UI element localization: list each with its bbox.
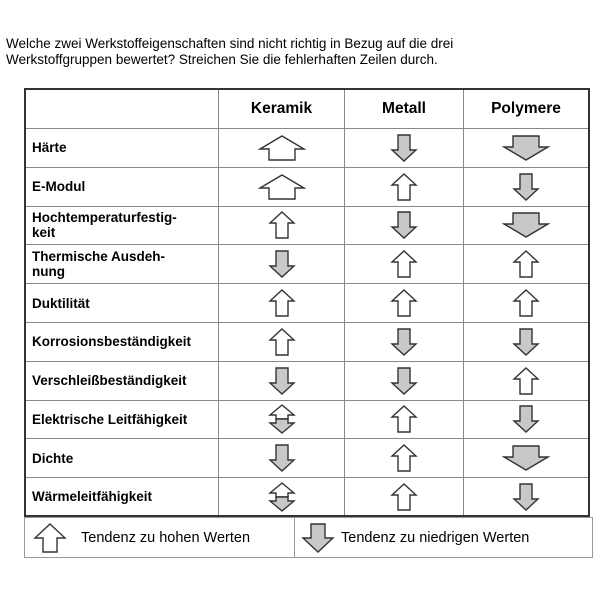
arrow-down-icon bbox=[390, 372, 418, 389]
row-label-line-1: Dichte bbox=[32, 450, 74, 466]
arrow-up-icon bbox=[268, 294, 296, 311]
header-metall: Metall bbox=[345, 89, 464, 129]
cell-metall bbox=[345, 284, 464, 323]
table-row bbox=[25, 478, 589, 517]
row-label-line-2: nung bbox=[32, 264, 65, 280]
arrow-up-icon bbox=[258, 139, 306, 156]
arrow-up-down-icon bbox=[267, 411, 297, 428]
table-row bbox=[25, 206, 589, 245]
arrow-down-icon bbox=[512, 488, 540, 505]
arrow-down-icon bbox=[502, 139, 550, 156]
arrow-down-icon bbox=[502, 217, 550, 234]
row-label-line-2: keit bbox=[32, 225, 56, 241]
header-polymere: Polymere bbox=[464, 89, 590, 129]
cell-polymere bbox=[464, 245, 590, 284]
row-label-line-1: Elektrische Leitfähigkeit bbox=[32, 411, 188, 427]
arrow-down-icon bbox=[390, 139, 418, 156]
table-row bbox=[25, 361, 589, 400]
row-label bbox=[25, 400, 219, 439]
arrow-down-icon bbox=[390, 333, 418, 350]
table-header-row bbox=[25, 89, 589, 129]
row-label-line-1: Thermische Ausdeh- bbox=[32, 249, 166, 265]
arrow-down-icon bbox=[512, 333, 540, 350]
table-row bbox=[25, 167, 589, 206]
arrow-up-icon bbox=[390, 294, 418, 311]
arrow-up-down-icon bbox=[267, 488, 297, 505]
arrow-up-icon bbox=[390, 450, 418, 467]
arrow-up-icon bbox=[390, 178, 418, 195]
row-label-line-1: Korrosionsbeständigkeit bbox=[32, 334, 192, 350]
cell-polymere bbox=[464, 129, 590, 168]
cell-polymere bbox=[464, 206, 590, 245]
row-label-line-1: Wärmeleitfähigkeit bbox=[32, 489, 153, 505]
cell-polymere bbox=[464, 322, 590, 361]
cell-polymere bbox=[464, 400, 590, 439]
cell-keramik bbox=[219, 129, 345, 168]
row-label-line-1: Härte bbox=[32, 140, 67, 156]
row-label bbox=[25, 322, 219, 361]
arrow-up-icon bbox=[512, 256, 540, 273]
table-row bbox=[25, 245, 589, 284]
cell-polymere bbox=[464, 478, 590, 517]
row-label bbox=[25, 478, 219, 517]
arrow-up-icon bbox=[390, 256, 418, 273]
arrow-down-icon bbox=[512, 411, 540, 428]
arrow-down-icon bbox=[268, 450, 296, 467]
arrow-down-icon bbox=[390, 217, 418, 234]
cell-keramik bbox=[219, 322, 345, 361]
arrow-up-icon bbox=[512, 372, 540, 389]
legend-high-label: Tendenz zu hohen Werten bbox=[81, 529, 251, 546]
cell-polymere bbox=[464, 439, 590, 478]
row-label bbox=[25, 439, 219, 478]
row-label-line-1: Verschleißbeständigkeit bbox=[32, 373, 187, 389]
cell-keramik bbox=[219, 167, 345, 206]
cell-keramik bbox=[219, 206, 345, 245]
legend-high bbox=[25, 518, 295, 557]
row-label bbox=[25, 206, 219, 245]
cell-metall bbox=[345, 245, 464, 284]
cell-metall bbox=[345, 478, 464, 517]
question-line-2: Werkstoffgruppen bewertet? Streichen Sie die fehlerhaften Zeilen durch. bbox=[6, 52, 438, 67]
table-row bbox=[25, 284, 589, 323]
legend-low bbox=[295, 518, 592, 557]
arrow-down-icon bbox=[301, 522, 335, 554]
properties-table bbox=[24, 88, 590, 517]
row-label-line-1: E-Modul bbox=[32, 179, 86, 195]
arrow-down-icon bbox=[502, 450, 550, 467]
arrow-up-icon bbox=[512, 294, 540, 311]
legend-low-label: Tendenz zu niedrigen Werten bbox=[341, 529, 530, 546]
table-row bbox=[25, 439, 589, 478]
cell-metall bbox=[345, 206, 464, 245]
row-label bbox=[25, 167, 219, 206]
cell-metall bbox=[345, 322, 464, 361]
row-label bbox=[25, 361, 219, 400]
cell-keramik bbox=[219, 245, 345, 284]
question-text bbox=[6, 36, 586, 68]
cell-polymere bbox=[464, 167, 590, 206]
cell-keramik bbox=[219, 400, 345, 439]
arrow-up-icon bbox=[390, 488, 418, 505]
table-row bbox=[25, 400, 589, 439]
cell-keramik bbox=[219, 478, 345, 517]
cell-keramik bbox=[219, 439, 345, 478]
cell-polymere bbox=[464, 284, 590, 323]
cell-keramik bbox=[219, 361, 345, 400]
header-empty bbox=[25, 89, 219, 129]
table-row bbox=[25, 322, 589, 361]
question-line-1: Welche zwei Werkstoffeigenschaften sind nicht richtig in Bezug auf die drei bbox=[6, 36, 454, 51]
header-keramik: Keramik bbox=[219, 89, 345, 129]
cell-metall bbox=[345, 361, 464, 400]
arrow-down-icon bbox=[268, 256, 296, 273]
row-label bbox=[25, 284, 219, 323]
arrow-up-icon bbox=[258, 178, 306, 195]
cell-metall bbox=[345, 400, 464, 439]
row-label bbox=[25, 129, 219, 168]
cell-metall bbox=[345, 439, 464, 478]
arrow-down-icon bbox=[268, 372, 296, 389]
arrow-down-icon bbox=[512, 178, 540, 195]
arrow-up-icon bbox=[268, 217, 296, 234]
cell-keramik bbox=[219, 284, 345, 323]
row-label-line-1: Hochtemperaturfestig- bbox=[32, 210, 177, 226]
cell-metall bbox=[345, 129, 464, 168]
legend bbox=[24, 517, 593, 558]
row-label bbox=[25, 245, 219, 284]
table-row bbox=[25, 129, 589, 168]
cell-polymere bbox=[464, 361, 590, 400]
row-label-line-1: Duktilität bbox=[32, 295, 90, 311]
arrow-up-icon bbox=[33, 522, 67, 554]
arrow-up-icon bbox=[268, 333, 296, 350]
cell-metall bbox=[345, 167, 464, 206]
arrow-up-icon bbox=[390, 411, 418, 428]
